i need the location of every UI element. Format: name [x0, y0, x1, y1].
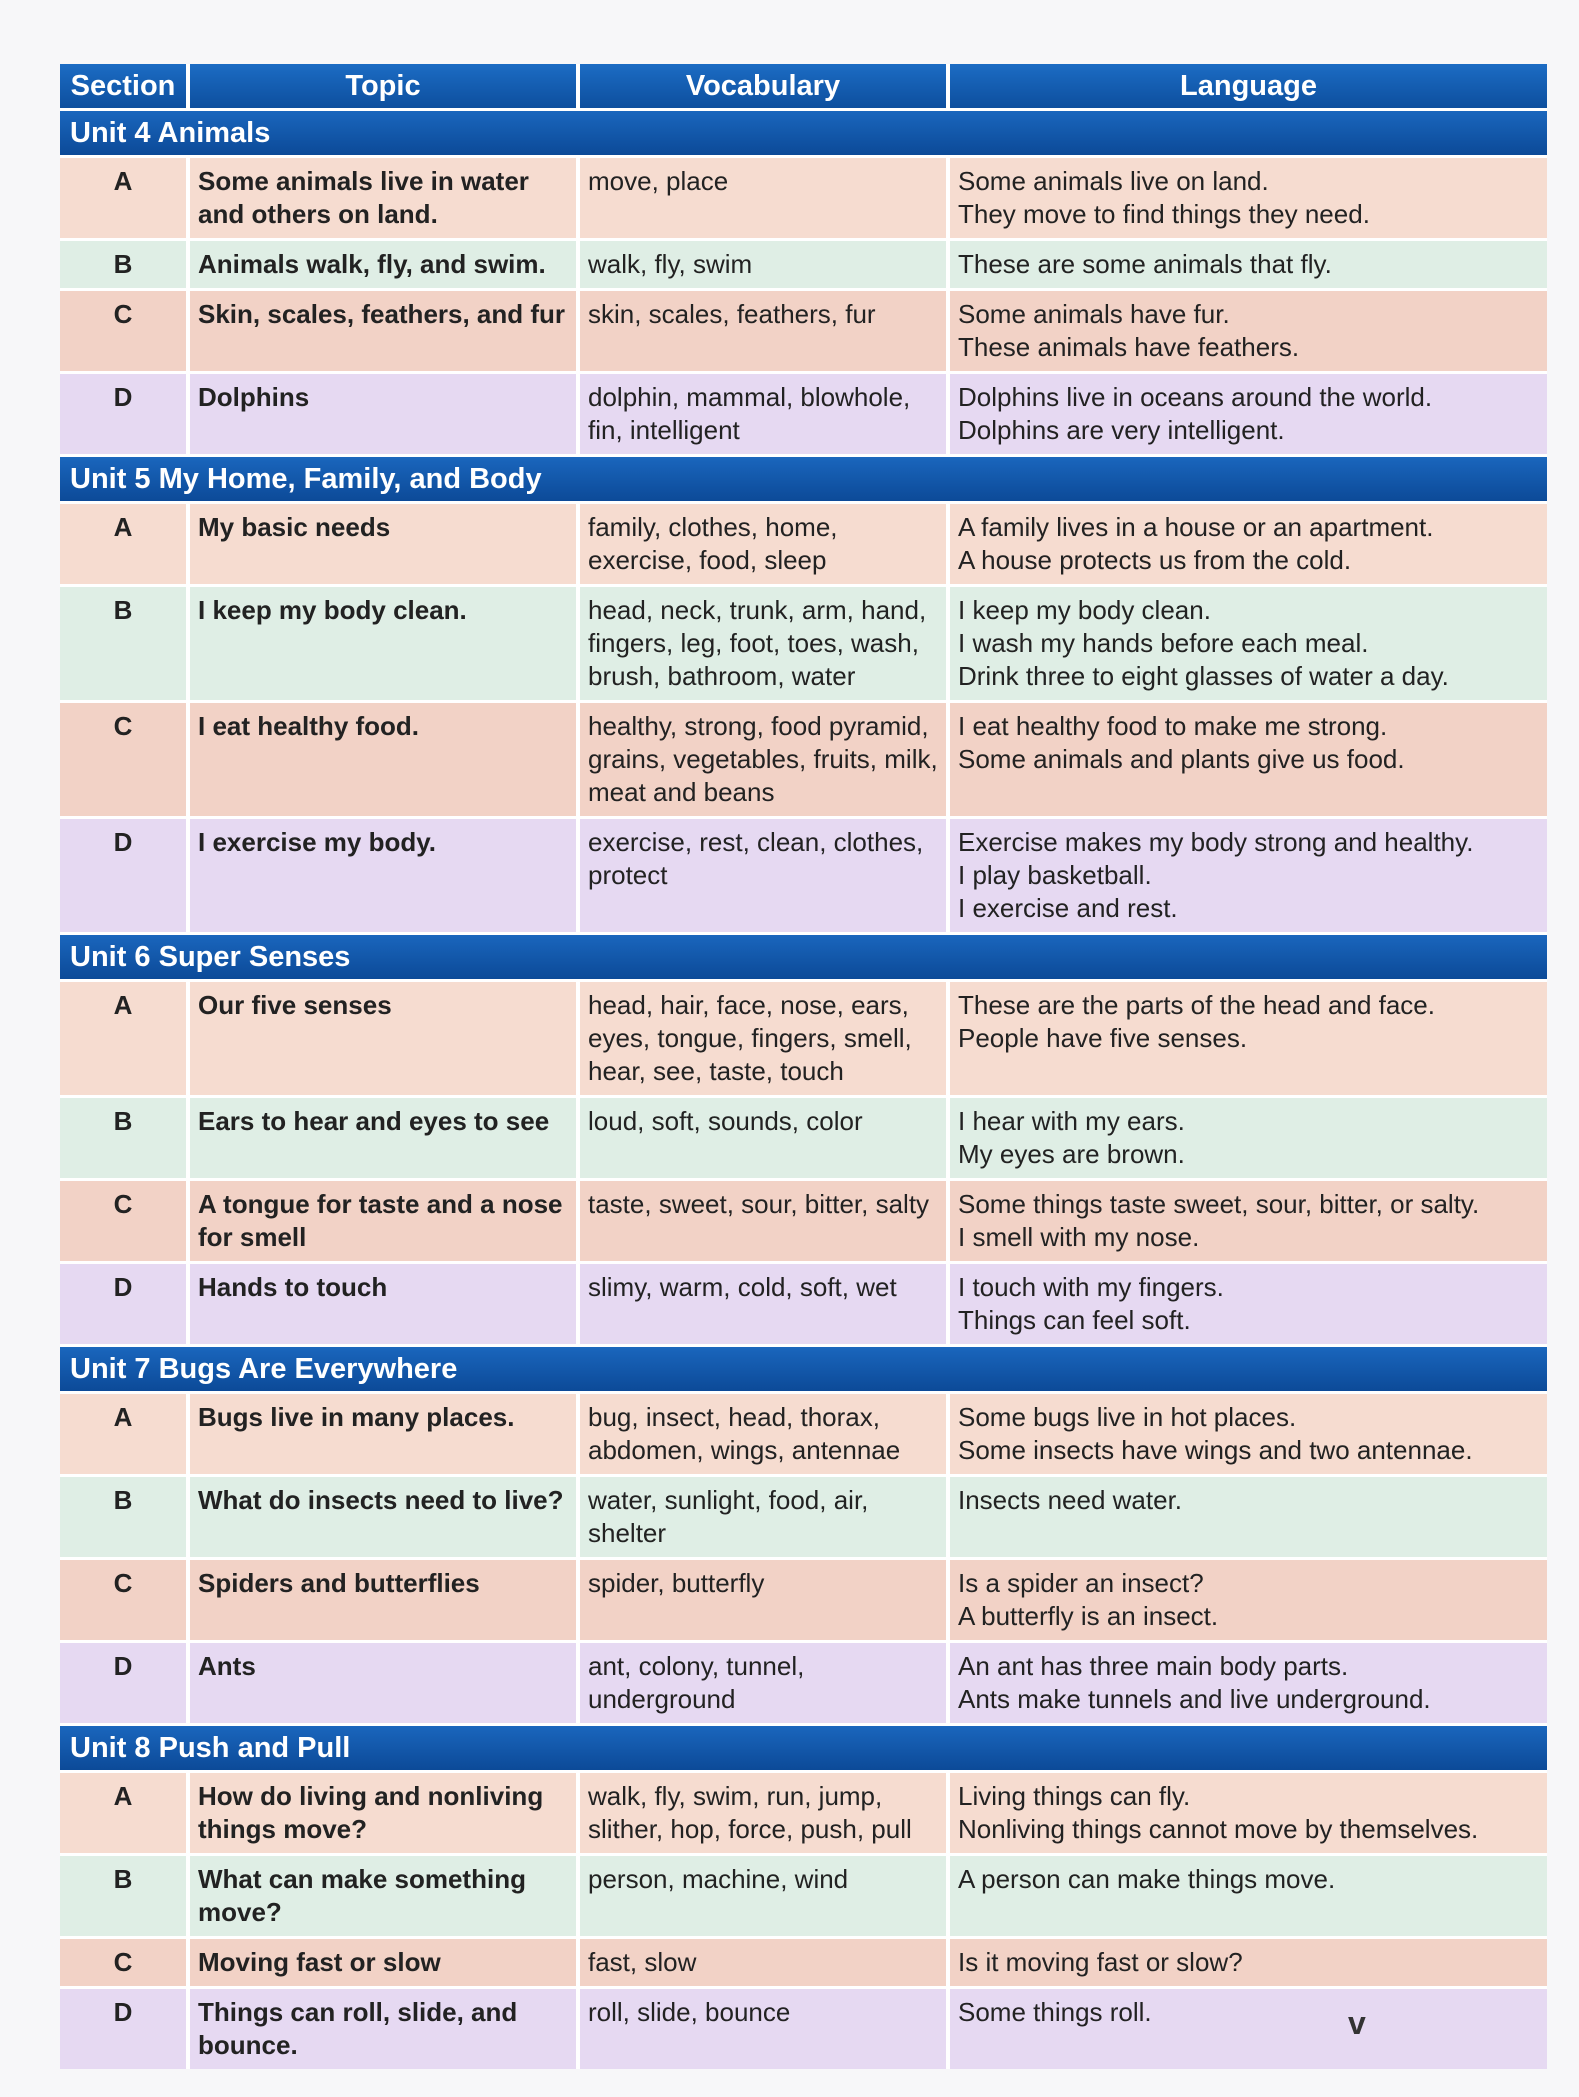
vocabulary-cell: fast, slow [580, 1936, 950, 1986]
section-letter: A [60, 1770, 190, 1853]
language-line: Some insects have wings and two antennae. [958, 1435, 1473, 1465]
unit-title: Unit 8 Push and Pull [60, 1723, 1547, 1770]
vocabulary-cell: head, neck, trunk, arm, hand, fingers, leg, foot, toes, wash, brush, bathroom, water [580, 584, 950, 700]
language-line: I hear with my ears. [958, 1106, 1185, 1136]
table-row [60, 1853, 1547, 1936]
vocabulary-cell: dolphin, mammal, blowhole, fin, intelligent [580, 371, 950, 454]
language-line: A house protects us from the cold. [958, 545, 1352, 575]
unit-header-row [60, 1344, 1547, 1391]
language-line: I smell with my nose. [958, 1222, 1200, 1252]
language-cell [950, 1474, 1547, 1557]
table-row [60, 1095, 1547, 1178]
header-topic: Topic [190, 64, 580, 108]
language-cell [950, 1986, 1547, 2069]
vocabulary-cell: skin, scales, feathers, fur [580, 288, 950, 371]
table-row [60, 371, 1547, 454]
language-line: I touch with my fingers. [958, 1272, 1224, 1302]
topic-cell: Hands to touch [190, 1261, 580, 1344]
table-row [60, 1391, 1547, 1474]
language-line: My eyes are brown. [958, 1139, 1185, 1169]
header-language: Language [950, 64, 1547, 108]
language-cell [950, 816, 1547, 932]
unit-title: Unit 7 Bugs Are Everywhere [60, 1344, 1547, 1391]
section-letter: C [60, 1936, 190, 1986]
topic-cell: Ants [190, 1640, 580, 1723]
section-letter: C [60, 700, 190, 816]
language-line: An ant has three main body parts. [958, 1651, 1349, 1681]
scope-sequence-table [60, 64, 1547, 2069]
vocabulary-cell: spider, butterfly [580, 1557, 950, 1640]
language-cell [950, 1557, 1547, 1640]
table-row [60, 1770, 1547, 1853]
table-row [60, 1474, 1547, 1557]
language-line: A family lives in a house or an apartment. [958, 512, 1434, 542]
vocabulary-cell: taste, sweet, sour, bitter, salty [580, 1178, 950, 1261]
language-line: Ants make tunnels and live underground. [958, 1684, 1431, 1714]
table-row [60, 1936, 1547, 1986]
topic-cell: My basic needs [190, 501, 580, 584]
table-row [60, 1557, 1547, 1640]
section-letter: D [60, 816, 190, 932]
table-row [60, 155, 1547, 238]
section-letter: D [60, 371, 190, 454]
language-cell [950, 584, 1547, 700]
vocabulary-cell: walk, fly, swim, run, jump, slither, hop, force, push, pull [580, 1770, 950, 1853]
topic-cell: Dolphins [190, 371, 580, 454]
unit-header-row [60, 454, 1547, 501]
header-section: Section [60, 64, 190, 108]
vocabulary-cell: bug, insect, head, thorax, abdomen, wings, antennae [580, 1391, 950, 1474]
vocabulary-cell: move, place [580, 155, 950, 238]
table-row [60, 1986, 1547, 2069]
vocabulary-cell: head, hair, face, nose, ears, eyes, tongue, fingers, smell, hear, see, taste, touch [580, 979, 950, 1095]
page-number: v [1348, 2005, 1366, 2041]
language-cell [950, 501, 1547, 584]
vocabulary-cell: loud, soft, sounds, color [580, 1095, 950, 1178]
section-letter: B [60, 1853, 190, 1936]
language-line: Exercise makes my body strong and healthy. [958, 827, 1474, 857]
unit-title: Unit 5 My Home, Family, and Body [60, 454, 1547, 501]
language-line: Some things taste sweet, sour, bitter, or salty. [958, 1189, 1480, 1219]
table-row [60, 816, 1547, 932]
topic-cell: A tongue for taste and a nose for smell [190, 1178, 580, 1261]
language-cell [950, 1770, 1547, 1853]
unit-title: Unit 6 Super Senses [60, 932, 1547, 979]
language-line: Nonliving things cannot move by themselves. [958, 1814, 1479, 1844]
language-line: People have five senses. [958, 1023, 1248, 1053]
language-line: Dolphins live in oceans around the world. [958, 382, 1433, 412]
topic-cell: I eat healthy food. [190, 700, 580, 816]
section-letter: A [60, 979, 190, 1095]
table-row [60, 1640, 1547, 1723]
unit-title: Unit 4 Animals [60, 108, 1547, 155]
topic-cell: Our five senses [190, 979, 580, 1095]
vocabulary-cell: water, sunlight, food, air, shelter [580, 1474, 950, 1557]
vocabulary-cell: roll, slide, bounce [580, 1986, 950, 2069]
vocabulary-cell: exercise, rest, clean, clothes, protect [580, 816, 950, 932]
table-row [60, 700, 1547, 816]
table-row [60, 979, 1547, 1095]
language-line: I play basketball. [958, 860, 1152, 890]
section-letter: B [60, 584, 190, 700]
header-vocabulary: Vocabulary [580, 64, 950, 108]
section-letter: D [60, 1261, 190, 1344]
topic-cell: Ears to hear and eyes to see [190, 1095, 580, 1178]
language-cell [950, 155, 1547, 238]
header-row [60, 64, 1547, 108]
language-line: Some bugs live in hot places. [958, 1402, 1297, 1432]
language-cell [950, 288, 1547, 371]
language-line: Is it moving fast or slow? [958, 1947, 1243, 1977]
scope-sequence-sheet [60, 64, 1547, 2069]
language-line: Some animals have fur. [958, 299, 1230, 329]
language-line: I keep my body clean. [958, 595, 1211, 625]
language-line: I exercise and rest. [958, 893, 1178, 923]
language-cell [950, 1391, 1547, 1474]
unit-header-row [60, 108, 1547, 155]
language-line: Is a spider an insect? [958, 1568, 1204, 1598]
vocabulary-cell: person, machine, wind [580, 1853, 950, 1936]
language-line: I eat healthy food to make me strong. [958, 711, 1388, 741]
language-line: Some animals and plants give us food. [958, 744, 1405, 774]
table-row [60, 1178, 1547, 1261]
language-line: Some animals live on land. [958, 166, 1269, 196]
section-letter: A [60, 1391, 190, 1474]
language-line: Things can feel soft. [958, 1305, 1191, 1335]
vocabulary-cell: healthy, strong, food pyramid, grains, vegetables, fruits, milk, meat and beans [580, 700, 950, 816]
section-letter: B [60, 1095, 190, 1178]
language-line: I wash my hands before each meal. [958, 628, 1369, 658]
section-letter: D [60, 1640, 190, 1723]
section-letter: C [60, 288, 190, 371]
table-row [60, 501, 1547, 584]
vocabulary-cell: ant, colony, tunnel, underground [580, 1640, 950, 1723]
table-row [60, 584, 1547, 700]
language-cell [950, 1095, 1547, 1178]
language-cell [950, 979, 1547, 1095]
section-letter: A [60, 501, 190, 584]
language-line: Drink three to eight glasses of water a day. [958, 661, 1449, 691]
topic-cell: Moving fast or slow [190, 1936, 580, 1986]
table-row [60, 1261, 1547, 1344]
language-cell [950, 1178, 1547, 1261]
section-letter: C [60, 1557, 190, 1640]
unit-header-row [60, 1723, 1547, 1770]
language-line: Insects need water. [958, 1485, 1183, 1515]
table-body [60, 108, 1547, 2069]
vocabulary-cell: family, clothes, home, exercise, food, sleep [580, 501, 950, 584]
language-line: A butterfly is an insect. [958, 1601, 1219, 1631]
language-cell [950, 700, 1547, 816]
topic-cell: Skin, scales, feathers, and fur [190, 288, 580, 371]
table-row [60, 288, 1547, 371]
language-line: A person can make things move. [958, 1864, 1336, 1894]
topic-cell: Things can roll, slide, and bounce. [190, 1986, 580, 2069]
language-line: Dolphins are very intelligent. [958, 415, 1285, 445]
language-line: Living things can fly. [958, 1781, 1191, 1811]
topic-cell: Some animals live in water and others on land. [190, 155, 580, 238]
section-letter: B [60, 1474, 190, 1557]
section-letter: C [60, 1178, 190, 1261]
vocabulary-cell: slimy, warm, cold, soft, wet [580, 1261, 950, 1344]
topic-cell: What can make something move? [190, 1853, 580, 1936]
section-letter: A [60, 155, 190, 238]
section-letter: B [60, 238, 190, 288]
language-cell [950, 238, 1547, 288]
topic-cell: Bugs live in many places. [190, 1391, 580, 1474]
topic-cell: I keep my body clean. [190, 584, 580, 700]
vocabulary-cell: walk, fly, swim [580, 238, 950, 288]
section-letter: D [60, 1986, 190, 2069]
language-cell [950, 1936, 1547, 1986]
language-cell [950, 371, 1547, 454]
language-cell [950, 1640, 1547, 1723]
language-line: Some things roll. [958, 1997, 1152, 2027]
language-cell [950, 1853, 1547, 1936]
language-line: These animals have feathers. [958, 332, 1300, 362]
language-line: These are some animals that fly. [958, 249, 1332, 279]
topic-cell: How do living and nonliving things move? [190, 1770, 580, 1853]
language-line: These are the parts of the head and face. [958, 990, 1435, 1020]
topic-cell: I exercise my body. [190, 816, 580, 932]
unit-header-row [60, 932, 1547, 979]
topic-cell: Animals walk, fly, and swim. [190, 238, 580, 288]
language-line: They move to find things they need. [958, 199, 1370, 229]
topic-cell: What do insects need to live? [190, 1474, 580, 1557]
table-row [60, 238, 1547, 288]
topic-cell: Spiders and butterflies [190, 1557, 580, 1640]
language-cell [950, 1261, 1547, 1344]
